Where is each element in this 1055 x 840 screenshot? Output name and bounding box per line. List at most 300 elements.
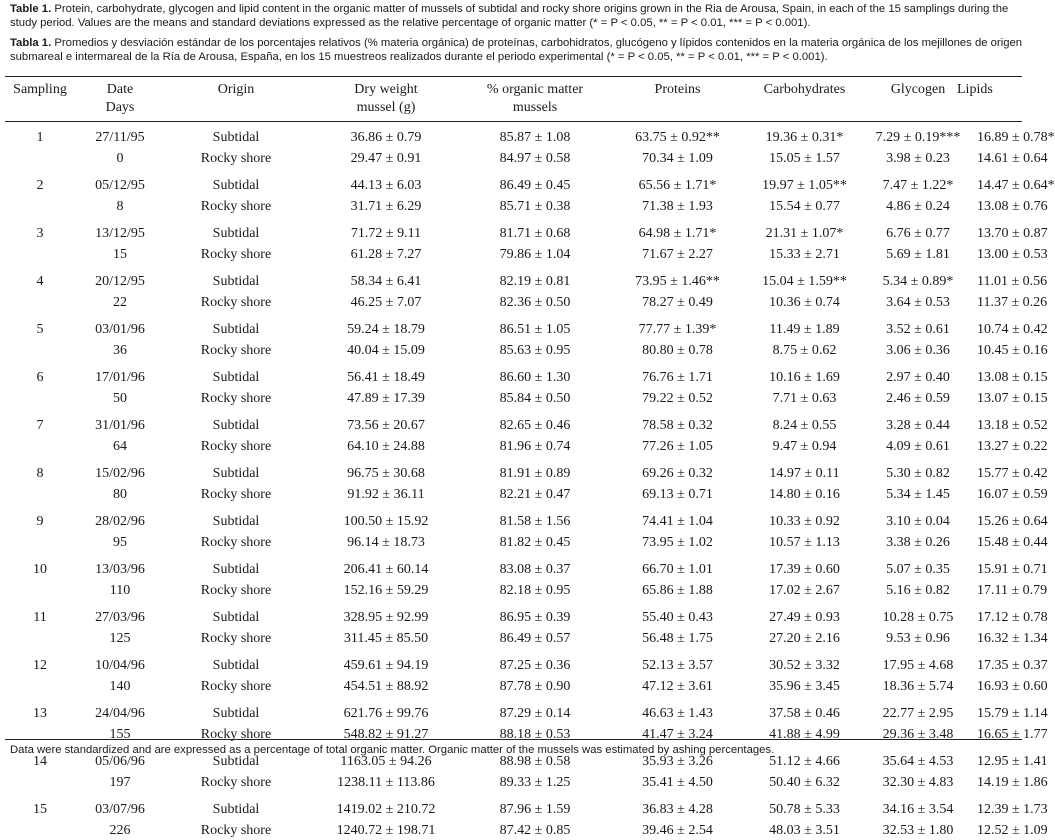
cell-organic-matter: 87.25 ± 0.36 — [499, 658, 571, 673]
cell-lipids: 17.11 ± 0.79 — [977, 583, 1048, 598]
cell-days: 36 — [113, 343, 127, 358]
cell-lipids: 12.52 ± 1.09 — [977, 823, 1048, 838]
cell-carbohydrates: 10.33 ± 0.92 — [769, 514, 840, 529]
cell-date: 27/11/95 — [95, 130, 145, 145]
cell-carbohydrates: 14.80 ± 0.16 — [769, 487, 840, 502]
data-table — [5, 78, 1055, 840]
cell-dry-weight: 152.16 ± 59.29 — [343, 583, 429, 598]
table-row — [5, 600, 1022, 630]
table-caption-english-line2: study period. Values are the means and standard deviations expressed as the relative percentage of organic matter (* = P < 0.05, ** = P < 0.01, *** = P < 0.001). — [10, 17, 811, 29]
cell-carbohydrates: 15.05 ± 1.57 — [769, 151, 840, 166]
cell-proteins: 69.26 ± 0.32 — [642, 466, 713, 481]
cell-proteins: 35.41 ± 4.50 — [642, 775, 713, 790]
cell-dry-weight: 73.56 ± 20.67 — [347, 418, 425, 433]
cell-sampling: 9 — [36, 514, 44, 529]
cell-glycogen: 4.86 ± 0.24 — [886, 199, 950, 214]
header-lipids: Lipids — [957, 82, 993, 97]
table-row — [5, 120, 1022, 150]
cell-glycogen: 5.34 ± 0.89* — [882, 274, 954, 289]
cell-days: 226 — [109, 823, 131, 838]
cell-origin: Subtidal — [212, 706, 260, 721]
cell-dry-weight: 59.24 ± 18.79 — [347, 322, 425, 337]
cell-carbohydrates: 27.20 ± 2.16 — [769, 631, 840, 646]
cell-carbohydrates: 19.36 ± 0.31* — [765, 130, 844, 145]
cell-dry-weight: 36.86 ± 0.79 — [350, 130, 422, 145]
cell-glycogen: 35.64 ± 4.53 — [882, 754, 954, 769]
cell-glycogen: 17.95 ± 4.68 — [882, 658, 954, 673]
cell-days: 8 — [116, 199, 124, 214]
cell-sampling — [5, 774, 75, 792]
cell-origin: Rocky shore — [200, 295, 272, 310]
cell-origin: Rocky shore — [200, 631, 272, 646]
cell-proteins: 56.48 ± 1.75 — [642, 631, 713, 646]
cell-origin: Subtidal — [212, 802, 260, 817]
cell-organic-matter: 85.84 ± 0.50 — [499, 391, 571, 406]
cell-sampling — [5, 726, 75, 744]
cell-sampling: 15 — [33, 802, 47, 817]
header-proteins: Proteins — [654, 82, 701, 97]
cell-lipids: 11.37 ± 0.26 — [977, 295, 1048, 310]
cell-dry-weight: 91.92 ± 36.11 — [347, 487, 425, 502]
cell-proteins: 71.67 ± 2.27 — [642, 247, 713, 262]
cell-lipids: 16.89 ± 0.78* — [977, 130, 1055, 145]
cell-proteins: 70.34 ± 1.09 — [642, 151, 713, 166]
cell-carbohydrates: 7.71 ± 0.63 — [772, 391, 837, 406]
cell-organic-matter: 89.33 ± 1.25 — [499, 775, 571, 790]
cell-days: 125 — [109, 631, 131, 646]
cell-lipids: 15.79 ± 1.14 — [977, 706, 1048, 721]
cell-carbohydrates: 50.40 ± 6.32 — [769, 775, 840, 790]
cell-dry-weight: 31.71 ± 6.29 — [350, 199, 422, 214]
cell-date: 20/12/95 — [95, 274, 145, 289]
cell-lipids: 16.07 ± 0.59 — [977, 487, 1048, 502]
cell-origin: Subtidal — [212, 610, 260, 625]
header-carbohydrates: Carbohydrates — [763, 82, 846, 97]
cell-sampling: 10 — [33, 562, 47, 577]
cell-lipids: 13.70 ± 0.87 — [977, 226, 1048, 241]
cell-proteins: 77.77 ± 1.39* — [638, 322, 717, 337]
cell-days: 110 — [109, 583, 131, 598]
cell-glycogen: 3.98 ± 0.23 — [886, 151, 950, 166]
cell-lipids: 12.39 ± 1.73 — [977, 802, 1048, 817]
cell-organic-matter: 86.51 ± 1.05 — [499, 322, 571, 337]
cell-organic-matter: 87.78 ± 0.90 — [499, 679, 571, 694]
cell-days: 22 — [113, 295, 127, 310]
table-row — [5, 264, 1022, 294]
cell-organic-matter: 87.29 ± 0.14 — [499, 706, 571, 721]
caption-text-english: Protein, carbohydrate, glycogen and lipid content in the organic matter of mussels of subtidal and rocky shore origins grown in the Ria de Arousa, Spain, in each of the 15 samplings during the — [51, 3, 1009, 15]
cell-sampling — [5, 390, 75, 408]
cell-origin: Subtidal — [212, 130, 260, 145]
cell-organic-matter: 84.97 ± 0.58 — [499, 151, 571, 166]
cell-origin: Rocky shore — [200, 343, 272, 358]
cell-lipids: 13.08 ± 0.15 — [977, 370, 1048, 385]
cell-organic-matter: 86.60 ± 1.30 — [499, 370, 571, 385]
cell-lipids: 15.26 ± 0.64 — [977, 514, 1048, 529]
cell-lipids: 17.35 ± 0.37 — [977, 658, 1048, 673]
cell-glycogen: 5.07 ± 0.35 — [886, 562, 950, 577]
cell-days: 140 — [109, 679, 131, 694]
header-sampling: Sampling — [13, 82, 67, 97]
cell-origin: Rocky shore — [200, 727, 272, 742]
table-row — [5, 696, 1022, 726]
cell-origin: Rocky shore — [200, 583, 272, 598]
cell-glycogen: 5.34 ± 1.45 — [886, 487, 950, 502]
cell-dry-weight: 61.28 ± 7.27 — [350, 247, 422, 262]
cell-organic-matter: 79.86 ± 1.04 — [499, 247, 571, 262]
cell-dry-weight: 96.75 ± 30.68 — [347, 466, 425, 481]
cell-origin: Rocky shore — [200, 775, 272, 790]
cell-organic-matter: 85.63 ± 0.95 — [499, 343, 571, 358]
cell-glycogen: 22.77 ± 2.95 — [882, 706, 954, 721]
table-row — [5, 792, 1022, 822]
cell-lipids: 11.01 ± 0.56 — [977, 274, 1048, 289]
cell-lipids: 17.12 ± 0.78 — [977, 610, 1048, 625]
cell-origin: Rocky shore — [200, 679, 272, 694]
table-row — [5, 438, 1022, 456]
table-row — [5, 150, 1022, 168]
table-footnote: Data were standardized and are expressed as a percentage of total organic matter. Organic matter of the mussels was estimated by ashing percentages. — [10, 744, 775, 756]
cell-lipids: 13.08 ± 0.76 — [977, 199, 1048, 214]
cell-dry-weight: 44.13 ± 6.03 — [350, 178, 422, 193]
table-row — [5, 678, 1022, 696]
cell-origin: Subtidal — [212, 658, 260, 673]
cell-carbohydrates: 10.16 ± 1.69 — [769, 370, 840, 385]
cell-date: 13/03/96 — [95, 562, 145, 577]
cell-carbohydrates: 51.12 ± 4.66 — [769, 754, 840, 769]
cell-proteins: 46.63 ± 1.43 — [642, 706, 713, 721]
cell-sampling: 2 — [36, 178, 44, 193]
cell-dry-weight: 1238.11 ± 113.86 — [337, 775, 435, 790]
cell-sampling — [5, 246, 75, 264]
cell-sampling — [5, 486, 75, 504]
cell-carbohydrates: 17.02 ± 2.67 — [769, 583, 840, 598]
cell-sampling — [5, 678, 75, 696]
table-row — [5, 648, 1022, 678]
cell-lipids: 13.27 ± 0.22 — [977, 439, 1048, 454]
cell-carbohydrates: 27.49 ± 0.93 — [769, 610, 840, 625]
cell-glycogen: 29.36 ± 3.48 — [882, 727, 954, 742]
cell-proteins: 71.38 ± 1.93 — [642, 199, 713, 214]
table-row — [5, 534, 1022, 552]
cell-origin: Rocky shore — [200, 487, 272, 502]
cell-carbohydrates: 19.97 ± 1.05** — [762, 178, 847, 193]
cell-organic-matter: 81.91 ± 0.89 — [499, 466, 571, 481]
table-row — [5, 408, 1022, 438]
table-top-rule — [5, 76, 1022, 77]
cell-organic-matter: 81.82 ± 0.45 — [499, 535, 571, 550]
cell-dry-weight: 454.51 ± 88.92 — [343, 679, 429, 694]
table-body — [5, 120, 1055, 840]
cell-proteins: 79.22 ± 0.52 — [642, 391, 713, 406]
cell-sampling: 8 — [36, 466, 44, 481]
cell-organic-matter: 81.58 ± 1.56 — [499, 514, 571, 529]
cell-origin: Subtidal — [212, 514, 260, 529]
cell-proteins: 77.26 ± 1.05 — [642, 439, 713, 454]
table-row — [5, 552, 1022, 582]
cell-carbohydrates: 15.54 ± 0.77 — [769, 199, 840, 214]
cell-proteins: 78.58 ± 0.32 — [642, 418, 713, 433]
cell-carbohydrates: 9.47 ± 0.94 — [772, 439, 837, 454]
cell-proteins: 52.13 ± 3.57 — [642, 658, 713, 673]
cell-days: 64 — [113, 439, 127, 454]
cell-proteins: 41.47 ± 3.24 — [642, 727, 713, 742]
cell-origin: Subtidal — [212, 226, 260, 241]
cell-proteins: 36.83 ± 4.28 — [642, 802, 713, 817]
cell-glycogen: 18.36 ± 5.74 — [882, 679, 954, 694]
cell-glycogen: 10.28 ± 0.75 — [882, 610, 954, 625]
cell-date: 17/01/96 — [95, 370, 145, 385]
cell-date: 13/12/95 — [95, 226, 145, 241]
cell-dry-weight: 206.41 ± 60.14 — [343, 562, 429, 577]
table-caption-english-line1 — [10, 3, 1022, 16]
cell-dry-weight: 56.41 ± 18.49 — [347, 370, 425, 385]
cell-carbohydrates: 48.03 ± 3.51 — [769, 823, 840, 838]
cell-lipids: 16.32 ± 1.34 — [977, 631, 1048, 646]
cell-sampling: 6 — [36, 370, 44, 385]
caption-text-spanish: Promedios y desviación estándar de los porcentajes relativos (% materia orgánica) de proteínas, carbohidratos, glucógeno y lípidos contenidos en la materia orgánica de los mejillones de origen — [51, 37, 1023, 49]
cell-sampling — [5, 534, 75, 552]
table-row — [5, 168, 1022, 198]
cell-lipids: 14.61 ± 0.64 — [977, 151, 1048, 166]
cell-organic-matter: 82.18 ± 0.95 — [499, 583, 571, 598]
cell-origin: Rocky shore — [200, 151, 272, 166]
table-row — [5, 630, 1022, 648]
cell-organic-matter: 85.71 ± 0.38 — [499, 199, 571, 214]
table-row — [5, 198, 1022, 216]
cell-proteins: 65.56 ± 1.71* — [638, 178, 717, 193]
cell-lipids: 10.45 ± 0.16 — [977, 343, 1048, 358]
cell-lipids: 13.18 ± 0.52 — [977, 418, 1048, 433]
cell-glycogen: 5.30 ± 0.82 — [886, 466, 950, 481]
table-row — [5, 390, 1022, 408]
cell-organic-matter: 87.42 ± 0.85 — [499, 823, 571, 838]
cell-glycogen: 5.69 ± 1.81 — [886, 247, 950, 262]
cell-carbohydrates: 50.78 ± 5.33 — [769, 802, 840, 817]
cell-date: 28/02/96 — [95, 514, 145, 529]
table-row — [5, 312, 1022, 342]
cell-sampling — [5, 630, 75, 648]
cell-sampling: 13 — [33, 706, 47, 721]
cell-sampling — [5, 342, 75, 360]
cell-proteins: 78.27 ± 0.49 — [642, 295, 713, 310]
cell-origin: Subtidal — [212, 178, 260, 193]
cell-date: 15/02/96 — [95, 466, 145, 481]
cell-days: 95 — [113, 535, 127, 550]
cell-lipids: 13.00 ± 0.53 — [977, 247, 1048, 262]
cell-proteins: 66.70 ± 1.01 — [642, 562, 713, 577]
cell-glycogen: 2.97 ± 0.40 — [886, 370, 950, 385]
table-row — [5, 582, 1022, 600]
cell-days: 197 — [109, 775, 131, 790]
cell-glycogen: 3.52 ± 0.61 — [886, 322, 950, 337]
cell-sampling — [5, 582, 75, 600]
cell-organic-matter: 85.87 ± 1.08 — [499, 130, 571, 145]
table-row — [5, 216, 1022, 246]
cell-proteins: 65.86 ± 1.88 — [642, 583, 713, 598]
cell-origin: Subtidal — [212, 754, 260, 769]
cell-lipids: 14.19 ± 1.86 — [977, 775, 1048, 790]
cell-organic-matter: 88.98 ± 0.58 — [499, 754, 571, 769]
cell-carbohydrates: 15.04 ± 1.59** — [762, 274, 847, 289]
cell-sampling — [5, 294, 75, 312]
cell-dry-weight: 328.95 ± 92.99 — [343, 610, 429, 625]
cell-origin: Subtidal — [212, 370, 260, 385]
cell-organic-matter: 86.49 ± 0.45 — [499, 178, 571, 193]
cell-dry-weight: 46.25 ± 7.07 — [350, 295, 422, 310]
cell-dry-weight: 100.50 ± 15.92 — [343, 514, 429, 529]
header-row — [5, 78, 1022, 120]
cell-lipids: 12.95 ± 1.41 — [977, 754, 1048, 769]
cell-glycogen: 32.53 ± 1.80 — [882, 823, 954, 838]
cell-carbohydrates: 35.96 ± 3.45 — [769, 679, 840, 694]
cell-sampling — [5, 198, 75, 216]
cell-proteins: 55.40 ± 0.43 — [642, 610, 713, 625]
cell-dry-weight: 29.47 ± 0.91 — [350, 151, 422, 166]
cell-dry-weight: 96.14 ± 18.73 — [347, 535, 425, 550]
header-organic-matter: % organic matter mussels — [486, 82, 584, 115]
cell-dry-weight: 40.04 ± 15.09 — [347, 343, 425, 358]
table-row — [5, 774, 1022, 792]
cell-lipids: 10.74 ± 0.42 — [977, 322, 1048, 337]
cell-proteins: 47.12 ± 3.61 — [642, 679, 713, 694]
cell-days: 0 — [116, 151, 124, 166]
cell-dry-weight: 1419.02 ± 210.72 — [336, 802, 436, 817]
cell-date: 24/04/96 — [95, 706, 145, 721]
cell-glycogen: 3.06 ± 0.36 — [886, 343, 950, 358]
cell-date: 03/01/96 — [95, 322, 145, 337]
cell-sampling: 3 — [36, 226, 44, 241]
cell-glycogen: 7.47 ± 1.22* — [882, 178, 954, 193]
cell-lipids: 15.91 ± 0.71 — [977, 562, 1048, 577]
cell-proteins: 74.41 ± 1.04 — [642, 514, 713, 529]
cell-organic-matter: 83.08 ± 0.37 — [499, 562, 571, 577]
cell-carbohydrates: 30.52 ± 3.32 — [769, 658, 840, 673]
cell-proteins: 80.80 ± 0.78 — [642, 343, 713, 358]
table-caption-spanish-line2: submareal e intermareal de la Ría de Arousa, España, en los 15 muestreos realizados durante el periodo experimental (* = P < 0.05, ** = P < 0.01, *** = P < 0.001). — [10, 51, 828, 63]
cell-date: 05/12/95 — [95, 178, 145, 193]
cell-sampling: 11 — [33, 610, 47, 625]
cell-organic-matter: 88.18 ± 0.53 — [499, 727, 571, 742]
cell-dry-weight: 1240.72 ± 198.71 — [336, 823, 436, 838]
cell-origin: Subtidal — [212, 466, 260, 481]
cell-carbohydrates: 41.88 ± 4.99 — [769, 727, 840, 742]
cell-glycogen: 32.30 ± 4.83 — [882, 775, 954, 790]
cell-origin: Subtidal — [212, 562, 260, 577]
cell-glycogen: 3.64 ± 0.53 — [886, 295, 950, 310]
table-caption-spanish-line1 — [10, 37, 1022, 50]
cell-dry-weight: 47.89 ± 17.39 — [347, 391, 425, 406]
cell-origin: Rocky shore — [200, 439, 272, 454]
cell-lipids: 16.93 ± 0.60 — [977, 679, 1048, 694]
table-row — [5, 726, 1022, 744]
cell-sampling: 1 — [36, 130, 44, 145]
cell-proteins: 69.13 ± 0.71 — [642, 487, 713, 502]
cell-organic-matter: 81.71 ± 0.68 — [499, 226, 571, 241]
cell-glycogen: 9.53 ± 0.96 — [886, 631, 950, 646]
cell-origin: Rocky shore — [200, 535, 272, 550]
cell-organic-matter: 86.95 ± 0.39 — [499, 610, 571, 625]
cell-proteins: 63.75 ± 0.92** — [635, 130, 720, 145]
cell-dry-weight: 71.72 ± 9.11 — [350, 226, 422, 241]
table-row — [5, 294, 1022, 312]
cell-proteins: 73.95 ± 1.46** — [635, 274, 720, 289]
cell-glycogen: 7.29 ± 0.19*** — [875, 130, 961, 145]
cell-date: 05/06/96 — [95, 754, 145, 769]
cell-organic-matter: 82.21 ± 0.47 — [499, 487, 571, 502]
cell-glycogen: 3.10 ± 0.04 — [886, 514, 950, 529]
cell-dry-weight: 621.76 ± 99.76 — [343, 706, 429, 721]
cell-glycogen: 6.76 ± 0.77 — [886, 226, 950, 241]
cell-proteins: 76.76 ± 1.71 — [642, 370, 713, 385]
cell-carbohydrates: 10.36 ± 0.74 — [769, 295, 840, 310]
cell-sampling: 14 — [33, 754, 47, 769]
cell-dry-weight: 64.10 ± 24.88 — [347, 439, 425, 454]
cell-days: 155 — [109, 727, 131, 742]
cell-dry-weight: 1163.05 ± 94.26 — [340, 754, 432, 769]
cell-carbohydrates: 8.75 ± 0.62 — [772, 343, 837, 358]
table-row — [5, 504, 1022, 534]
cell-sampling: 4 — [36, 274, 44, 289]
cell-dry-weight: 311.45 ± 85.50 — [343, 631, 429, 646]
cell-lipids: 15.48 ± 0.44 — [977, 535, 1048, 550]
cell-sampling: 7 — [36, 418, 44, 433]
header-glycogen: Glycogen — [890, 82, 946, 97]
cell-carbohydrates: 15.33 ± 2.71 — [769, 247, 840, 262]
cell-date: 03/07/96 — [95, 802, 145, 817]
cell-days: 15 — [113, 247, 127, 262]
cell-origin: Rocky shore — [200, 391, 272, 406]
cell-organic-matter: 86.49 ± 0.57 — [499, 631, 571, 646]
cell-proteins: 73.95 ± 1.02 — [642, 535, 713, 550]
cell-sampling — [5, 438, 75, 456]
cell-carbohydrates: 8.24 ± 0.55 — [772, 418, 837, 433]
cell-glycogen: 3.28 ± 0.44 — [886, 418, 950, 433]
cell-days: 50 — [113, 391, 127, 406]
cell-dry-weight: 58.34 ± 6.41 — [350, 274, 422, 289]
cell-origin: Subtidal — [212, 322, 260, 337]
cell-origin: Rocky shore — [200, 199, 272, 214]
table-row — [5, 456, 1022, 486]
header-date: Date Days — [105, 82, 135, 115]
cell-days: 80 — [113, 487, 127, 502]
cell-sampling — [5, 150, 75, 168]
table-row — [5, 486, 1022, 504]
cell-origin: Rocky shore — [200, 823, 272, 838]
cell-lipids: 15.77 ± 0.42 — [977, 466, 1048, 481]
cell-proteins: 39.46 ± 2.54 — [642, 823, 713, 838]
cell-carbohydrates: 11.49 ± 1.89 — [769, 322, 840, 337]
cell-origin: Subtidal — [212, 418, 260, 433]
cell-glycogen: 2.46 ± 0.59 — [886, 391, 950, 406]
cell-sampling — [5, 822, 75, 840]
table-row — [5, 360, 1022, 390]
cell-sampling: 5 — [36, 322, 44, 337]
cell-carbohydrates: 10.57 ± 1.13 — [769, 535, 840, 550]
caption-label-spanish: Tabla 1. — [10, 37, 52, 49]
cell-glycogen: 34.16 ± 3.54 — [882, 802, 954, 817]
cell-origin: Rocky shore — [200, 247, 272, 262]
cell-organic-matter: 82.19 ± 0.81 — [499, 274, 571, 289]
cell-glycogen: 4.09 ± 0.61 — [886, 439, 950, 454]
header-origin: Origin — [217, 82, 255, 97]
cell-date: 31/01/96 — [95, 418, 145, 433]
cell-carbohydrates: 21.31 ± 1.07* — [765, 226, 844, 241]
table-row — [5, 246, 1022, 264]
cell-proteins: 35.93 ± 3.26 — [642, 754, 713, 769]
cell-date: 27/03/96 — [95, 610, 145, 625]
cell-glycogen: 5.16 ± 0.82 — [886, 583, 950, 598]
